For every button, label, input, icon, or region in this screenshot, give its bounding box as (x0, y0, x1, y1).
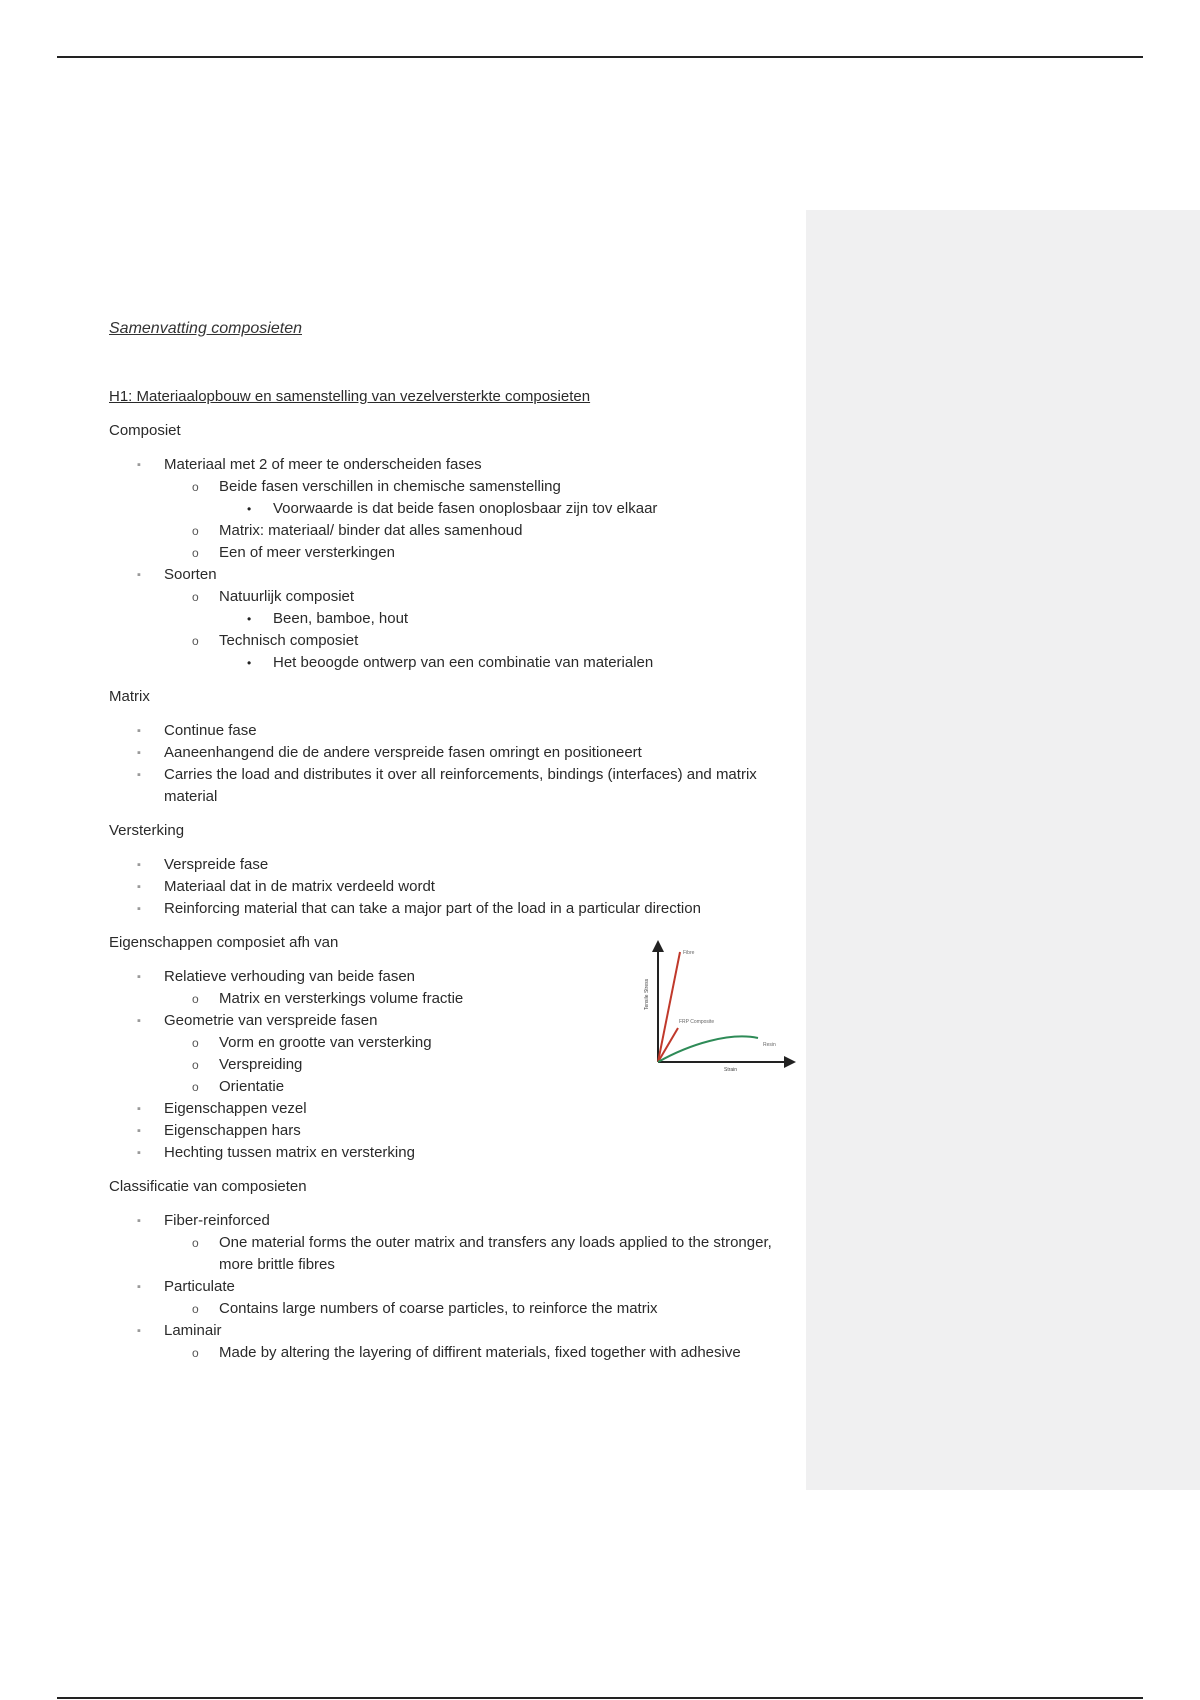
bullet-marker: o (192, 546, 199, 560)
list-item-text: Aaneenhangend die de andere verspreide fasen omringt en positioneert (164, 744, 642, 761)
list-item-text: Relatieve verhouding van beide fasen (164, 968, 416, 985)
bullet-marker: ▪ (137, 1325, 141, 1337)
list-item (109, 742, 799, 764)
list-item (109, 876, 799, 898)
resin-curve (658, 1036, 758, 1062)
list-item-text: Geometrie van verspreide fasen (164, 1012, 378, 1029)
list-item-text: Carries the load and distributes it over all reinforcements, bindings (interfaces) and matrix material (164, 766, 757, 805)
header-rule (57, 56, 1143, 58)
list-item (109, 898, 799, 920)
bullet-marker: o (192, 524, 199, 538)
bullet-marker: o (192, 1036, 199, 1050)
fibre-label: Fibre (683, 950, 695, 956)
bullet-marker: o (192, 1346, 199, 1360)
bullet-marker: o (192, 480, 199, 494)
list-item (109, 520, 799, 542)
list-item-text: Particulate (164, 1278, 235, 1295)
list-item-text: Materiaal dat in de matrix verdeeld wordt (164, 878, 435, 895)
list-item-text: Made by altering the layering of diffirent materials, fixed together with adhesive (219, 1344, 741, 1361)
list-item (109, 1276, 799, 1298)
stress-strain-figure (640, 940, 800, 1075)
list-item (109, 564, 799, 586)
resin-label: Resin (763, 1042, 776, 1048)
bullet-marker: ▪ (137, 725, 141, 737)
fibre-line (658, 952, 680, 1062)
bullet-marker: o (192, 1302, 199, 1316)
section-heading: Classificatie van composieten (109, 1178, 307, 1195)
list-item (109, 854, 799, 876)
document-title: Samenvatting composieten (109, 320, 302, 337)
list-item (109, 586, 799, 608)
section-heading: Versterking (109, 822, 185, 839)
list-item (109, 720, 799, 742)
list-item (109, 1342, 799, 1364)
bullet-marker: o (192, 1236, 199, 1250)
bullet-marker: • (247, 502, 252, 516)
bullet-list (109, 854, 799, 920)
sections-container (109, 420, 799, 1364)
list-item-text: Continue fase (164, 722, 257, 739)
document-body (109, 318, 799, 1364)
y-axis-label: Tensile Stress (644, 978, 650, 1010)
bullet-marker: o (192, 992, 199, 1006)
bullet-marker: ▪ (137, 971, 141, 983)
comment-pane (806, 210, 1200, 1490)
list-item (109, 1320, 799, 1342)
list-item-text: Beide fasen verschillen in chemische samenstelling (219, 478, 561, 495)
list-item-text: Reinforcing material that can take a major part of the load in a particular direction (164, 900, 701, 917)
bullet-marker: ▪ (137, 1015, 141, 1027)
list-item (109, 764, 799, 808)
list-item-text: One material forms the outer matrix and transfers any loads applied to the stronger, more brittle fibres (219, 1234, 772, 1273)
section-heading: Eigenschappen composiet afh van (109, 934, 339, 951)
list-item-text: Contains large numbers of coarse particles, to reinforce the matrix (219, 1300, 658, 1317)
x-axis-label: Strain (724, 1067, 738, 1073)
list-item-text: Natuurlijk composiet (219, 588, 355, 605)
bullet-marker: ▪ (137, 747, 141, 759)
bullet-marker: • (247, 656, 252, 670)
bullet-list (109, 1210, 799, 1364)
list-item-text: Technisch composiet (219, 632, 359, 649)
section-heading: Matrix (109, 688, 150, 705)
list-item (109, 1098, 799, 1120)
list-item (109, 498, 799, 520)
list-item (109, 1076, 799, 1098)
section-heading: Composiet (109, 422, 181, 439)
bullet-marker: ▪ (137, 881, 141, 893)
list-item-text: Been, bamboe, hout (273, 610, 409, 627)
list-item-text: Orientatie (219, 1078, 285, 1095)
list-item-text: Eigenschappen vezel (164, 1100, 307, 1117)
list-item-text: Matrix en versterkings volume fractie (219, 990, 464, 1007)
list-item (109, 1210, 799, 1232)
bullet-marker: ▪ (137, 1103, 141, 1115)
chapter-heading: H1: Materiaalopbouw en samenstelling van vezelversterkte composieten (109, 388, 591, 405)
bullet-list (109, 720, 799, 808)
list-item (109, 1142, 799, 1164)
list-item (109, 542, 799, 564)
list-item (109, 1232, 799, 1276)
bullet-marker: ▪ (137, 569, 141, 581)
list-item-text: Hechting tussen matrix en versterking (164, 1144, 415, 1161)
bullet-marker: o (192, 634, 199, 648)
bullet-list (109, 454, 799, 674)
list-item-text: Voorwaarde is dat beide fasen onoplosbaar zijn tov elkaar (273, 500, 658, 517)
list-item-text: Laminair (164, 1322, 222, 1339)
list-item (109, 1298, 799, 1320)
bullet-marker: • (247, 612, 252, 626)
list-item (109, 1120, 799, 1142)
frp-label: FRP Composite (679, 1019, 715, 1025)
list-item (109, 608, 799, 630)
list-item (109, 630, 799, 652)
list-item (109, 476, 799, 498)
list-item (109, 454, 799, 476)
stress-strain-chart (640, 940, 800, 1075)
bullet-marker: o (192, 1058, 199, 1072)
list-item-text: Een of meer versterkingen (219, 544, 395, 561)
bullet-marker: ▪ (137, 769, 141, 781)
list-item-text: Soorten (164, 566, 217, 583)
bullet-marker: ▪ (137, 1125, 141, 1137)
list-item-text: Verspreide fase (164, 856, 269, 873)
list-item-text: Het beoogde ontwerp van een combinatie van materialen (273, 654, 654, 671)
bullet-marker: ▪ (137, 1281, 141, 1293)
bullet-marker: o (192, 1080, 199, 1094)
bullet-marker: ▪ (137, 1215, 141, 1227)
list-item (109, 652, 799, 674)
bullet-marker: ▪ (137, 459, 141, 471)
list-item-text: Eigenschappen hars (164, 1122, 301, 1139)
bullet-marker: ▪ (137, 1147, 141, 1159)
list-item-text: Vorm en grootte van versterking (219, 1034, 432, 1051)
list-item-text: Matrix: materiaal/ binder dat alles samenhoud (219, 522, 523, 539)
bullet-marker: ▪ (137, 903, 141, 915)
list-item-text: Verspreiding (219, 1056, 303, 1073)
bullet-marker: o (192, 590, 199, 604)
footer-rule (57, 1697, 1143, 1699)
bullet-marker: ▪ (137, 859, 141, 871)
list-item-text: Fiber-reinforced (164, 1212, 270, 1229)
list-item-text: Materiaal met 2 of meer te onderscheiden fases (164, 456, 482, 473)
